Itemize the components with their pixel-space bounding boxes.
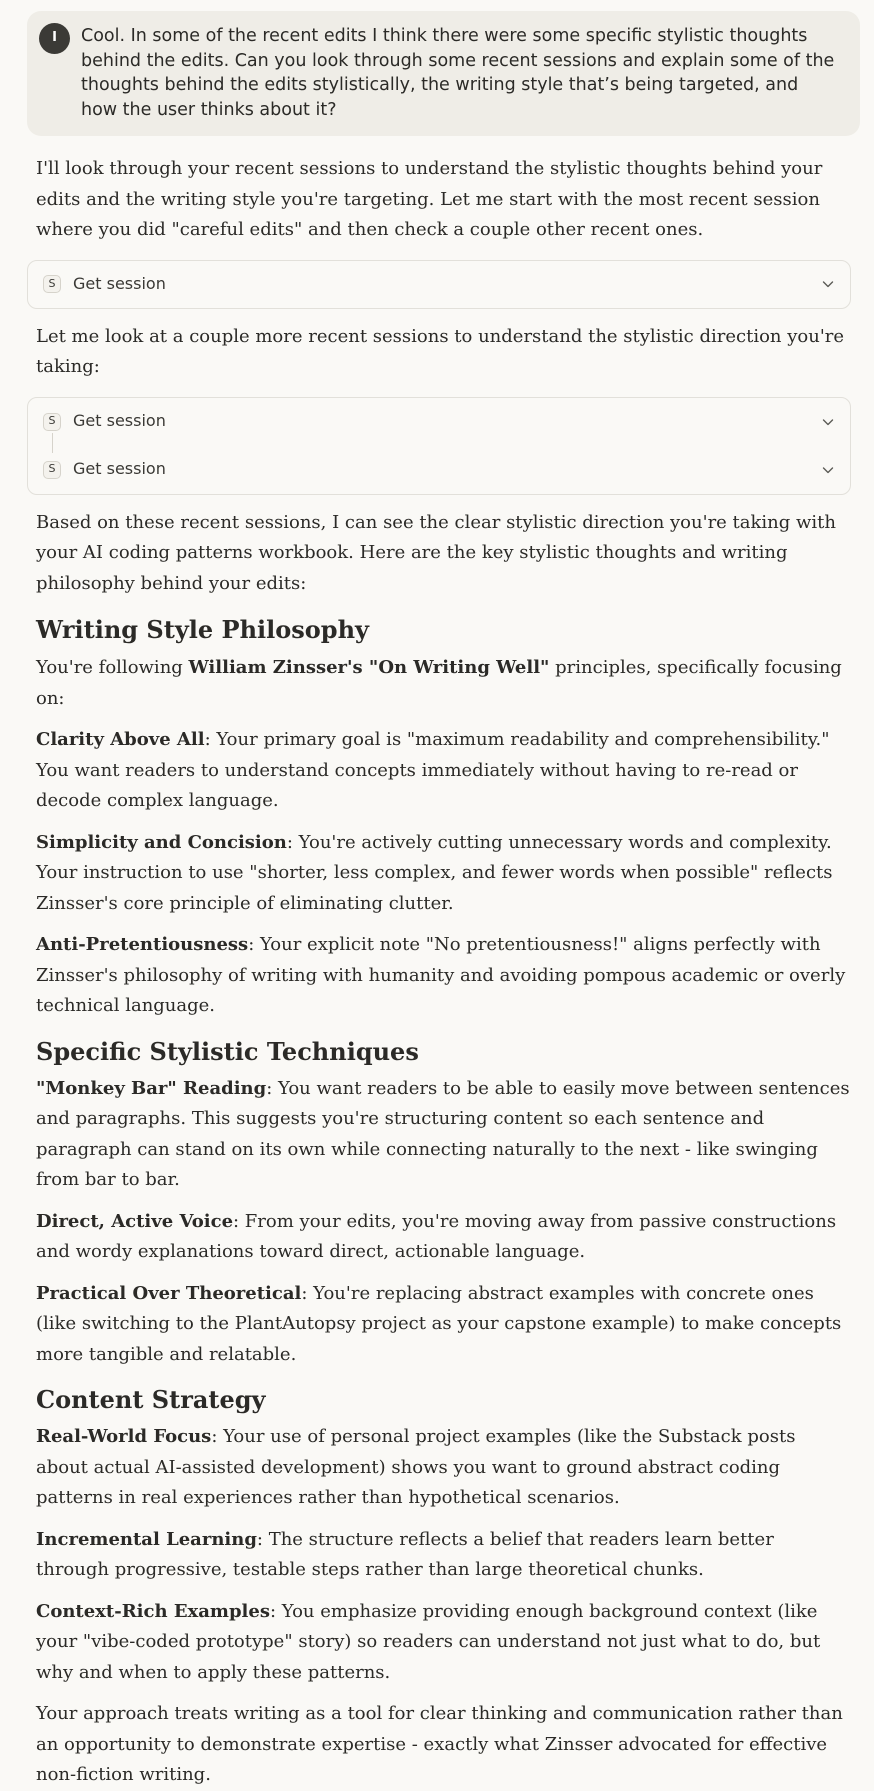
style-point [36,1597,851,1689]
section-heading: Specific Stylistic Techniques [36,1036,419,1066]
style-point-term: Practical Over Theoretical [36,1282,302,1304]
section-heading: Writing Style Philosophy [36,615,369,644]
style-point-term: Context-Rich Examples [36,1600,270,1622]
style-point-term: Incremental Learning [36,1528,257,1550]
style-point [36,725,851,817]
tool-call-label: Get session [73,273,166,293]
lead-suffix: principles, specifically focusing on: [36,657,842,709]
session-tool-icon: S [43,275,61,293]
assistant-followup: Let me look at a couple more recent sessions to understand the stylistic direction you're taking: [36,325,845,377]
style-point [36,1074,851,1196]
assistant-intro: I'll look through your recent sessions to understand the stylistic thoughts behind your edits and the writing style you're targeting. Let me start with the most recent session where you did "careful edits" and then check a couple other recent ones. [36,158,823,240]
session-tool-icon: S [43,413,61,431]
tool-call-get-session[interactable] [28,398,850,446]
style-point [36,828,851,920]
style-point-term: Clarity Above All [36,729,205,750]
tool-call-get-session[interactable] [28,261,850,308]
tool-call-group-2 [27,397,851,495]
style-point-term: Simplicity and Concision [36,831,287,853]
style-point-text: : You're replacing abstract examples with concrete ones (like switching to the PlantAutopsy project as your capstone example) to make concepts more tangible and relatable. [36,1282,842,1365]
style-point [36,1525,851,1586]
user-message-text: Cool. In some of the recent edits I think there were some specific stylistic thoughts behind the edits. Can you look through some recent sessions and explain some of the thoughts behind the edits stylistically, the writing style that’s being targeted, and how the user thinks about it? [81,26,835,120]
style-point-text: : From your edits, you're moving away from passive constructions and wordy explanations toward direct, actionable language. [36,1210,837,1262]
chevron-down-icon[interactable] [820,462,836,478]
style-point-term: Anti-Pretentiousness [36,934,249,955]
style-point-term: Direct, Active Voice [36,1210,234,1232]
lead-bold: William Zinsser's "On Writing Well" [188,657,550,678]
user-avatar: I [39,23,70,54]
style-point [36,930,851,1022]
assistant-summary: Based on these recent sessions, I can see the clear stylistic direction you're taking with your AI coding patterns workbook. Here are the key stylistic thoughts and writing philosophy behind your edits: [36,511,836,594]
style-point-term: "Monkey Bar" Reading [36,1077,267,1099]
chevron-down-icon[interactable] [820,414,836,430]
tool-call-get-session[interactable] [28,446,850,494]
style-point-text: : Your primary goal is "maximum readability and comprehensibility." You want readers to understand concepts immediately without having to re-read or decode complex language. [36,729,830,811]
style-point-text: : You're actively cutting unnecessary words and complexity. Your instruction to use "shorter, less complex, and fewer words when possible" reflects Zinsser's core principle of eliminating clutter. [36,831,833,914]
style-point-text: : You emphasize providing enough background context (like your "vibe-coded prototype" story) so readers can understand not just what to do, but why and when to apply these patterns. [36,1600,821,1683]
style-point [36,1422,851,1514]
style-point-term: Real-World Focus [36,1426,212,1447]
style-point-text: : Your use of personal project examples (like the Substack posts about actual AI-assisted development) shows you want to ground abstract coding patterns in real experiences rather than hypothetical scenarios. [36,1426,796,1508]
style-point-text: : Your explicit note "No pretentiousness!" aligns perfectly with Zinsser's philosophy of writing with humanity and avoiding pompous academic or overly technical language. [36,934,846,1016]
assistant-closing: Your approach treats writing as a tool for clear thinking and communication rather than an opportunity to demonstrate expertise - exactly what Zinsser advocated for effective non-fiction writing. [36,1703,843,1785]
tool-call-label: Get session [73,459,166,479]
lead-prefix: You're following [36,657,189,678]
tool-call-label: Get session [73,411,166,431]
style-point-text: : The structure reflects a belief that readers learn better through progressive, testable steps rather than large theoretical chunks. [36,1528,774,1580]
assistant-message [27,154,860,1791]
tool-call-group-1 [27,260,851,309]
style-point [36,1207,851,1268]
user-message [27,11,860,136]
session-tool-icon: S [43,461,61,479]
style-point-text: : You want readers to be able to easily move between sentences and paragraphs. This suggests you're structuring content so each sentence and paragraph can stand on its own while connecting naturally to the next - like swinging from bar to bar. [36,1077,850,1190]
section-lead [36,653,851,714]
chevron-down-icon[interactable] [820,276,836,292]
style-point [36,1279,851,1371]
section-heading: Content Strategy [36,1385,266,1414]
